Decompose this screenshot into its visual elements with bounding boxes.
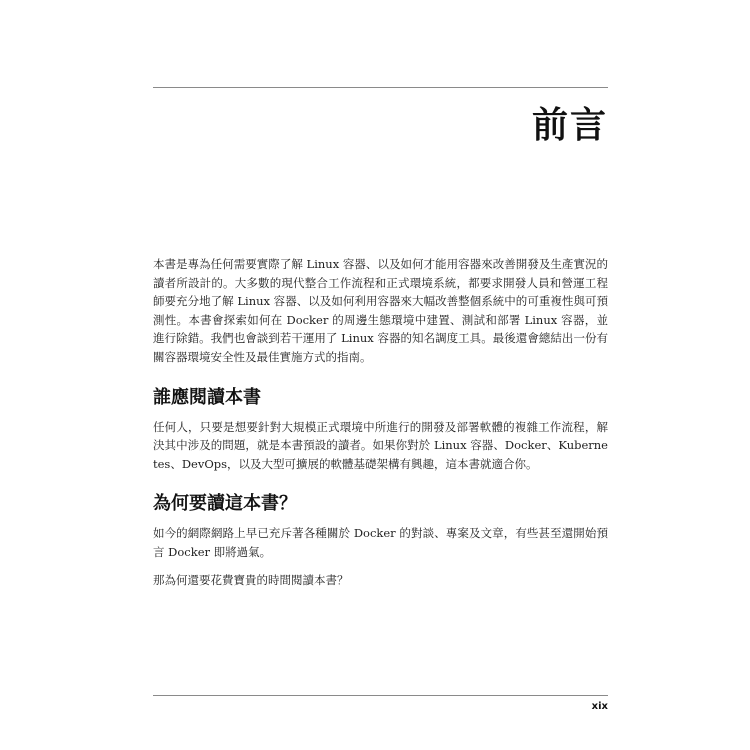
section-paragraph: 任何人，只要是想要針對大規模正式環境中所進行的開發及部署軟體的複雜工作流程，解決其中涉及的問題，就是本書預設的讀者。如果你對於 Linux 容器、Docker、Kubernetes、DevOps，以及大型可擴展的軟體基礎架構有興趣，這本書就適合你。 bbox=[153, 419, 608, 471]
section-heading-who-should-read: 誰應閱讀本書 bbox=[153, 386, 261, 408]
page-number: xix bbox=[591, 701, 608, 712]
section-paragraph: 如今的網際網路上早已充斥著各種關於 Docker 的對談、專案及文章，有些甚至還開始預言 Docker 即將過氣。 bbox=[153, 526, 608, 559]
section-paragraph: 那為何還要花費寶貴的時間閱讀本書？ bbox=[153, 572, 349, 587]
bottom-divider bbox=[153, 695, 608, 696]
section-heading-why-read: 為何要讀這本書？ bbox=[153, 493, 297, 515]
intro-paragraph: 本書是專為任何需要實際了解 Linux 容器、以及如何才能用容器來改善開發及生產實況的讀者所設計的。大多數的現代整合工作流程和正式環境系統，都要求開發人員和營運工程師要充分地了解 Linux 容器、以及如何利用容器來大幅改善整個系統中的可重複性與可預測性。本書會探索如何在 Docker 的周邊生態環境中建置、測試和部署 Linux 容器，並進行除錯。我們也會談到若干運用了 Linux 容器的知名調度工具。最後還會總結出一份有關容器環境安全性及最佳實施方式的指南。 bbox=[153, 257, 608, 364]
top-divider bbox=[153, 87, 608, 88]
chapter-title: 前言 bbox=[531, 105, 608, 146]
page-content bbox=[153, 255, 608, 593]
